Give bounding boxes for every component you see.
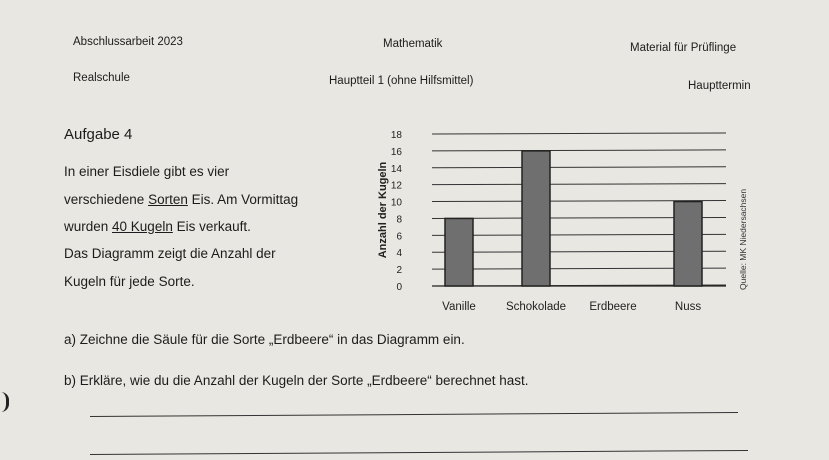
gridline-14 — [432, 167, 726, 168]
header-school: Realschule — [73, 72, 130, 84]
y-tick-label-2: 2 — [396, 265, 402, 277]
header-part: Hauptteil 1 (ohne Hilfsmittel) — [329, 75, 474, 87]
margin-bracket — [0, 392, 9, 412]
y-axis-label: Anzahl der Kugeln — [377, 161, 389, 259]
task-line-2: verschiedene Sorten Eis. Am Vormittag — [64, 192, 299, 207]
y-tick-label-14: 14 — [390, 163, 402, 175]
task-line-1: In einer Eisdiele gibt es vier — [64, 164, 230, 179]
header-term: Haupttermin — [688, 80, 751, 92]
x-tick-label-erdbeere: Erdbeere — [589, 301, 637, 313]
gridline-18 — [432, 133, 726, 134]
y-tick-label-6: 6 — [396, 231, 402, 243]
y-tick-label-4: 4 — [396, 248, 402, 260]
x-tick-label-vanille: Vanille — [442, 301, 476, 313]
bar-vanille — [445, 218, 473, 286]
y-tick-label-16: 16 — [390, 146, 402, 158]
bar-chart — [370, 122, 740, 322]
header-material: Material für Prüflinge — [630, 42, 737, 54]
question-b: b) Erkläre, wie du die Anzahl der Kugeln der Sorte „Erdbeere“ berechnet hast. — [64, 373, 529, 388]
task-line-3: wurden 40 Kugeln Eis verkauft. — [64, 219, 251, 234]
y-tick-label-10: 10 — [390, 197, 402, 209]
y-tick-label-12: 12 — [390, 180, 402, 192]
x-tick-label-nuss: Nuss — [674, 301, 702, 313]
gridline-12 — [432, 184, 726, 185]
task-line-4: Das Diagramm zeigt die Anzahl der — [64, 246, 276, 261]
y-tick-label-8: 8 — [396, 214, 402, 226]
x-tick-label-schokolade: Schokolade — [505, 301, 567, 313]
answer-line-2[interactable] — [90, 450, 748, 455]
source-note: Quelle: MK Niedersachsen — [738, 188, 748, 290]
bar-schokolade — [522, 151, 550, 286]
header-subject: Mathematik — [383, 38, 443, 50]
question-a: a) Zeichne die Säule für die Sorte „Erdbeere“ in das Diagramm ein. — [64, 332, 465, 347]
y-tick-label-18: 18 — [390, 130, 402, 141]
task-title: Aufgabe 4 — [64, 126, 133, 143]
bar-nuss — [674, 202, 702, 286]
y-tick-label-0: 0 — [396, 282, 402, 293]
task-line-5: Kugeln für jede Sorte. — [64, 274, 195, 289]
gridline-16 — [432, 150, 726, 151]
header-exam: Abschlussarbeit 2023 — [73, 36, 183, 48]
answer-line-1[interactable] — [90, 412, 738, 417]
